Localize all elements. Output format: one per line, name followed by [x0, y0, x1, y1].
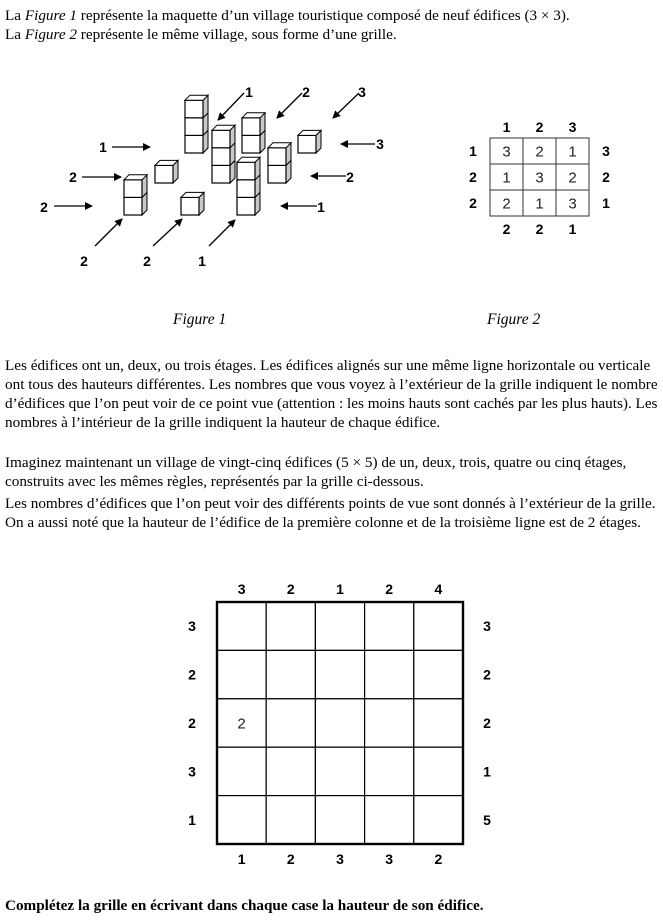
view-count-right: 3	[376, 136, 384, 152]
fig2-top-clue: 1	[502, 119, 511, 135]
puzzle-cell-r5-c5[interactable]	[414, 796, 463, 844]
puzzle-cell-r4-c5[interactable]	[414, 747, 463, 795]
view-count-right: 2	[346, 169, 354, 185]
puzzle-cell-r4-c1[interactable]	[217, 747, 266, 795]
view-count-top: 3	[358, 84, 366, 100]
fig2-cell-value: 2	[535, 143, 544, 161]
puzzle-cell-r5-c1[interactable]	[217, 796, 266, 844]
fig2-cell-value: 1	[535, 195, 544, 213]
puzzle-cell-value: 2	[237, 715, 246, 733]
puzzle-cell-r2-c5[interactable]	[414, 650, 463, 698]
fig2-bottom-clue: 2	[535, 221, 544, 237]
puzzle-cell-r3-c3[interactable]	[315, 699, 364, 747]
puzzle-left-clue: 2	[188, 715, 196, 731]
puzzle-cell-r1-c2[interactable]	[266, 602, 315, 650]
fig2-cell-value: 3	[535, 169, 544, 187]
puzzle-right-clue: 1	[483, 763, 491, 780]
fig2-bottom-clue: 2	[502, 221, 511, 237]
puzzle-bottom-clue: 3	[385, 851, 394, 867]
fig2-cell-value: 2	[568, 169, 577, 187]
puzzle-left-clue: 2	[188, 666, 196, 683]
instruction-text: Complétez la grille en écrivant dans chaque case la hauteur de son édifice.	[5, 897, 484, 914]
puzzle-cell-r5-c2[interactable]	[266, 796, 315, 844]
puzzle-cell-r5-c3[interactable]	[315, 796, 364, 844]
view-count-left: 2	[69, 169, 77, 185]
intro-line-1: La Figure 1 représente la maquette d’un village touristique composé de neuf édifices (3 × 3).	[5, 7, 570, 24]
figure-2-caption: Figure 2	[487, 311, 541, 328]
puzzle-top-clue: 1	[336, 581, 344, 597]
puzzle-right-clue: 3	[483, 618, 491, 635]
view-count-top: 2	[302, 84, 310, 100]
fig2-cell-value: 3	[568, 195, 577, 213]
puzzle-cell-r4-c2[interactable]	[266, 747, 315, 795]
fig2-bottom-clue: 1	[568, 221, 577, 237]
puzzle-right-clue: 5	[483, 811, 491, 828]
puzzle-cell-r5-c4[interactable]	[365, 796, 414, 844]
puzzle-cell-r2-c4[interactable]	[365, 650, 414, 698]
puzzle-cell-r1-c5[interactable]	[414, 602, 463, 650]
view-count-left: 2	[40, 199, 48, 215]
view-count-left: 1	[99, 139, 107, 155]
task-text-1: Imaginez maintenant un village de vingt-cinq édifices (5 × 5) de un, deux, trois, quatre ou cinq étages, construits avec les mêmes règles, représentés par la grille ci-dessous.	[5, 454, 627, 490]
puzzle-cell-r1-c1[interactable]	[217, 602, 266, 650]
fig2-cell-value: 1	[502, 169, 511, 187]
puzzle-left-clue: 3	[188, 763, 196, 780]
puzzle-right-clue: 2	[483, 666, 491, 683]
fig2-right-clue: 2	[602, 169, 610, 185]
puzzle-top-clue: 3	[237, 581, 246, 597]
puzzle-bottom-clue: 2	[434, 851, 443, 867]
puzzle-cell-r3-c5[interactable]	[414, 699, 463, 747]
puzzle-cell-r4-c4[interactable]	[365, 747, 414, 795]
fig2-cell-value: 1	[568, 143, 577, 161]
puzzle-cell-r2-c2[interactable]	[266, 650, 315, 698]
view-count-bottom: 2	[143, 253, 151, 269]
fig2-right-clue: 3	[602, 143, 610, 159]
view-count-bottom: 1	[198, 253, 206, 269]
rules-text: Les édifices ont un, deux, ou trois étages. Les édifices alignés sur une même ligne horizontale ou verticale ont tous des hauteurs différentes. Les nombres que vous voyez à l’extérieur de la grille indiquent le nombre d’édifices que l’on peut voir de ce point vue (attention : les moins hauts sont cachés par les plus hauts). Les nombres à l’intérieur de la grille indiquent la hauteur de chaque édifice.	[5, 357, 658, 431]
puzzle-cell-r1-c3[interactable]	[315, 602, 364, 650]
puzzle-bottom-clue: 3	[336, 851, 344, 867]
fig2-left-clue: 2	[469, 195, 477, 211]
fig2-top-clue: 2	[535, 119, 544, 135]
puzzle-cell-r3-c4[interactable]	[365, 699, 414, 747]
puzzle-cell-r2-c3[interactable]	[315, 650, 364, 698]
puzzle-cell-r1-c4[interactable]	[365, 602, 414, 650]
view-count-right: 1	[317, 199, 325, 215]
view-count-bottom: 2	[80, 253, 88, 269]
puzzle-top-clue: 2	[385, 581, 394, 597]
puzzle-cell-r3-c2[interactable]	[266, 699, 315, 747]
fig2-cell-value: 2	[502, 195, 511, 213]
puzzle-right-clue: 2	[483, 715, 491, 731]
puzzle-top-clue: 2	[286, 581, 295, 597]
task-text-2: Les nombres d’édifices que l’on peut voir des différents points de vue sont donnés à l’extérieur de la grille. On a aussi noté que la hauteur de l’édifice de la première colonne et de la troisième ligne est de 2 étages.	[5, 495, 656, 531]
view-count-top: 1	[245, 84, 253, 100]
fig2-cell-value: 3	[502, 143, 511, 161]
puzzle-bottom-clue: 2	[286, 851, 295, 867]
puzzle-left-clue: 3	[188, 618, 196, 635]
fig2-right-clue: 1	[602, 195, 610, 211]
figure-1-caption: Figure 1	[173, 311, 227, 328]
puzzle-left-clue: 1	[188, 811, 196, 828]
puzzle-top-clue: 4	[434, 581, 443, 597]
intro-line-2: La Figure 2 représente le même village, sous forme d’une grille.	[5, 26, 397, 43]
fig2-top-clue: 3	[568, 119, 577, 135]
puzzle-cell-r2-c1[interactable]	[217, 650, 266, 698]
fig2-left-clue: 1	[469, 143, 477, 159]
puzzle-cell-r4-c3[interactable]	[315, 747, 364, 795]
puzzle-bottom-clue: 1	[237, 851, 246, 867]
fig2-left-clue: 2	[469, 169, 477, 185]
